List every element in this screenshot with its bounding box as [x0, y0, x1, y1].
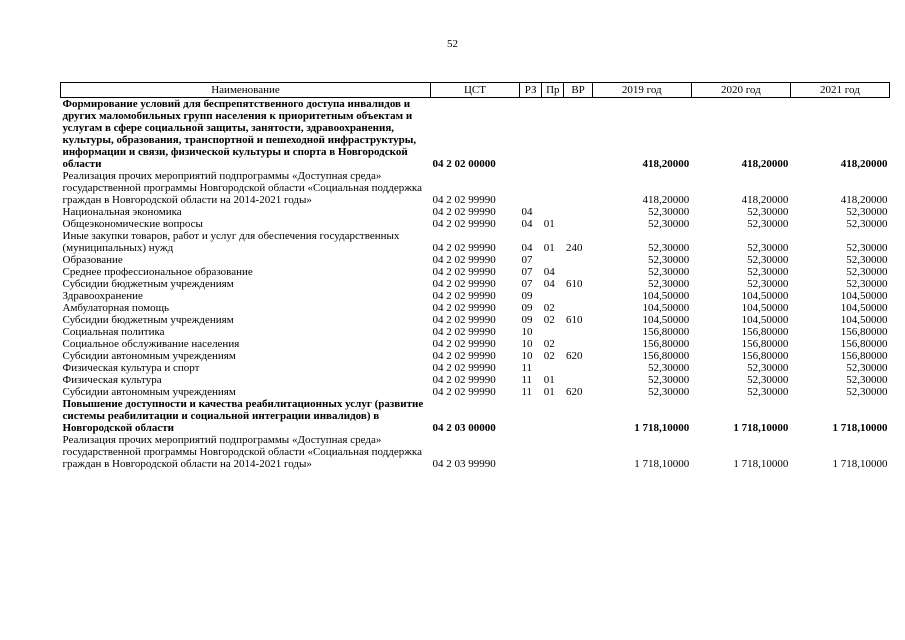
row-pr: 01	[543, 386, 555, 398]
header-rz: РЗ	[519, 83, 541, 98]
page-number: 52	[447, 38, 458, 50]
table-row	[61, 374, 890, 386]
row-value-2019: 52,30000	[648, 266, 690, 278]
row-rz: 10	[521, 338, 533, 350]
header-pr: Пр	[542, 83, 564, 98]
row-value-2019: 104,50000	[642, 302, 690, 314]
row-pr	[542, 206, 564, 218]
row-cst: 04 2 03 00000	[432, 422, 496, 434]
row-name: Национальная экономика	[62, 206, 182, 218]
row-value-2021: 156,80000	[840, 338, 888, 350]
row-cst: 04 2 02 99990	[432, 242, 496, 254]
row-value-2020: 104,50000	[741, 290, 789, 302]
table-row	[61, 254, 890, 266]
row-pr	[542, 170, 564, 206]
row-vr	[564, 338, 592, 350]
row-name: Физическая культура	[62, 374, 162, 386]
table-row	[61, 434, 890, 470]
row-rz: 04	[521, 206, 533, 218]
row-pr	[542, 254, 564, 266]
row-rz: 07	[521, 266, 533, 278]
row-name: Амбулаторная помощь	[62, 302, 170, 314]
row-value-2021: 52,30000	[846, 254, 888, 266]
row-value-2021: 1 718,10000	[832, 458, 888, 470]
row-pr: 01	[543, 374, 555, 386]
row-pr: 02	[543, 314, 555, 326]
table-row	[61, 170, 890, 206]
header-name: Наименование	[61, 83, 431, 98]
row-value-2021: 418,20000	[840, 158, 888, 170]
budget-table	[60, 82, 890, 470]
table-row	[61, 290, 890, 302]
row-value-2021: 52,30000	[846, 362, 888, 374]
row-name: Иные закупки товаров, работ и услуг для обеспечения государственных (муниципальных) нужд	[62, 230, 400, 254]
header-2020: 2020 год	[691, 83, 790, 98]
header-2021: 2021 год	[790, 83, 889, 98]
table-row	[61, 362, 890, 374]
header-cst: ЦСТ	[431, 83, 520, 98]
row-cst: 04 2 02 99990	[432, 338, 496, 350]
table-row	[61, 206, 890, 218]
row-cst: 04 2 02 99990	[432, 206, 496, 218]
row-pr: 04	[543, 278, 555, 290]
row-cst: 04 2 02 99990	[432, 302, 496, 314]
row-value-2020: 104,50000	[741, 314, 789, 326]
row-vr	[564, 326, 592, 338]
row-pr	[542, 398, 564, 434]
row-value-2021: 104,50000	[840, 314, 888, 326]
row-value-2020: 52,30000	[747, 218, 789, 230]
row-vr: 620	[565, 350, 583, 362]
table-row	[61, 266, 890, 278]
row-value-2019: 104,50000	[642, 314, 690, 326]
row-vr	[564, 254, 592, 266]
row-rz: 10	[521, 350, 533, 362]
row-value-2021: 1 718,10000	[832, 422, 888, 434]
row-cst: 04 2 02 00000	[432, 158, 496, 170]
table-header-row	[61, 83, 890, 98]
header-2019: 2019 год	[592, 83, 691, 98]
table-row	[61, 350, 890, 362]
row-rz: 09	[521, 314, 533, 326]
row-name: Социальная политика	[62, 326, 165, 338]
row-vr: 240	[565, 242, 583, 254]
row-pr: 02	[543, 302, 555, 314]
row-value-2021: 104,50000	[840, 290, 888, 302]
row-name: Физическая культура и спорт	[62, 362, 200, 374]
table-row	[61, 314, 890, 326]
row-pr	[542, 362, 564, 374]
row-value-2021: 52,30000	[846, 242, 888, 254]
row-value-2019: 52,30000	[648, 362, 690, 374]
row-rz: 04	[521, 242, 533, 254]
row-value-2019: 52,30000	[648, 242, 690, 254]
row-value-2020: 1 718,10000	[733, 422, 789, 434]
row-vr	[564, 398, 592, 434]
row-value-2019: 156,80000	[642, 338, 690, 350]
row-value-2019: 52,30000	[648, 278, 690, 290]
row-name: Среднее профессиональное образование	[62, 266, 253, 278]
row-cst: 04 2 02 99990	[432, 290, 496, 302]
row-value-2020: 52,30000	[747, 206, 789, 218]
row-pr: 02	[543, 350, 555, 362]
row-value-2019: 52,30000	[648, 386, 690, 398]
row-cst: 04 2 02 99990	[432, 194, 496, 206]
row-rz: 07	[521, 278, 533, 290]
row-vr	[564, 98, 592, 171]
row-value-2020: 52,30000	[747, 266, 789, 278]
row-value-2019: 52,30000	[648, 218, 690, 230]
row-vr	[564, 302, 592, 314]
row-name: Субсидии бюджетным учреждениям	[62, 314, 234, 326]
row-rz	[519, 434, 541, 470]
row-value-2020: 156,80000	[741, 326, 789, 338]
row-value-2019: 156,80000	[642, 350, 690, 362]
row-value-2019: 418,20000	[642, 158, 690, 170]
row-vr	[564, 434, 592, 470]
row-vr	[564, 266, 592, 278]
row-value-2020: 52,30000	[747, 242, 789, 254]
row-vr	[564, 206, 592, 218]
row-value-2021: 104,50000	[840, 302, 888, 314]
row-pr: 02	[543, 338, 555, 350]
row-pr	[542, 326, 564, 338]
row-vr: 620	[565, 386, 583, 398]
row-cst: 04 2 02 99990	[432, 374, 496, 386]
row-value-2021: 156,80000	[840, 326, 888, 338]
row-value-2019: 52,30000	[648, 254, 690, 266]
row-value-2021: 52,30000	[846, 278, 888, 290]
table-row	[61, 278, 890, 290]
row-pr: 01	[543, 218, 555, 230]
row-value-2020: 1 718,10000	[733, 458, 789, 470]
row-rz	[519, 170, 541, 206]
row-cst: 04 2 02 99990	[432, 386, 496, 398]
row-value-2021: 156,80000	[840, 350, 888, 362]
row-rz: 04	[521, 218, 533, 230]
row-cst: 04 2 02 99990	[432, 326, 496, 338]
row-value-2019: 52,30000	[648, 206, 690, 218]
table-row	[61, 302, 890, 314]
row-vr	[564, 170, 592, 206]
row-cst: 04 2 02 99990	[432, 314, 496, 326]
row-vr	[564, 362, 592, 374]
row-value-2021: 52,30000	[846, 218, 888, 230]
row-value-2019: 156,80000	[642, 326, 690, 338]
row-value-2020: 156,80000	[741, 350, 789, 362]
row-value-2020: 52,30000	[747, 386, 789, 398]
row-pr: 01	[543, 242, 555, 254]
row-vr: 610	[565, 278, 583, 290]
table-row	[61, 338, 890, 350]
row-value-2021: 52,30000	[846, 206, 888, 218]
row-cst: 04 2 02 99990	[432, 350, 496, 362]
row-value-2020: 52,30000	[747, 362, 789, 374]
row-rz	[519, 98, 541, 171]
row-rz: 11	[521, 386, 533, 398]
row-vr	[564, 374, 592, 386]
row-value-2020: 52,30000	[747, 278, 789, 290]
row-cst: 04 2 03 99990	[432, 458, 496, 470]
row-name: Субсидии бюджетным учреждениям	[62, 278, 234, 290]
row-value-2021: 52,30000	[846, 386, 888, 398]
table-row	[61, 398, 890, 434]
row-value-2021: 52,30000	[846, 266, 888, 278]
row-vr	[564, 218, 592, 230]
row-name: Образование	[62, 254, 123, 266]
table-row	[61, 218, 890, 230]
row-cst: 04 2 02 99990	[432, 278, 496, 290]
row-name: Субсидии автономным учреждениям	[62, 386, 236, 398]
row-pr	[542, 434, 564, 470]
row-vr	[564, 290, 592, 302]
row-rz: 11	[521, 374, 533, 386]
row-name: Формирование условий для беспрепятственного доступа инвалидов и других маломобильных групп населения к приоритетным объектам и услугам в сфере социальной защиты, занятости, здравоохранения, культуры, образования, транспортной и пешеходной инфраструктуры, информации и связи, физической культуры и спорта в Новгородской области	[62, 98, 417, 170]
row-name: Общеэкономические вопросы	[62, 218, 203, 230]
row-rz	[519, 398, 541, 434]
row-rz: 11	[521, 362, 533, 374]
header-vr: ВР	[564, 83, 592, 98]
row-value-2020: 418,20000	[741, 158, 789, 170]
table-row	[61, 230, 890, 254]
row-vr: 610	[565, 314, 583, 326]
row-value-2020: 104,50000	[741, 302, 789, 314]
row-pr	[542, 98, 564, 171]
row-cst: 04 2 02 99990	[432, 362, 496, 374]
row-value-2020: 52,30000	[747, 374, 789, 386]
row-cst: 04 2 02 99990	[432, 218, 496, 230]
row-name: Социальное обслуживание населения	[62, 338, 240, 350]
table-row	[61, 386, 890, 398]
row-rz: 07	[521, 254, 533, 266]
row-value-2019: 1 718,10000	[634, 422, 690, 434]
row-value-2021: 418,20000	[840, 194, 888, 206]
row-value-2019: 104,50000	[642, 290, 690, 302]
table-row	[61, 98, 890, 171]
row-value-2020: 156,80000	[741, 338, 789, 350]
row-value-2021: 52,30000	[846, 374, 888, 386]
row-name: Повышение доступности и качества реабилитационных услуг (развитие системы реабилитации и социальной интеграции инвалидов) в Новгородской области	[62, 398, 424, 434]
row-value-2019: 418,20000	[642, 194, 690, 206]
table-row	[61, 326, 890, 338]
row-value-2019: 1 718,10000	[634, 458, 690, 470]
row-value-2020: 52,30000	[747, 254, 789, 266]
row-name: Здравоохранение	[62, 290, 143, 302]
row-cst: 04 2 02 99990	[432, 254, 496, 266]
row-value-2020: 418,20000	[741, 194, 789, 206]
row-rz: 09	[521, 290, 533, 302]
row-value-2019: 52,30000	[648, 374, 690, 386]
row-name: Реализация прочих мероприятий подпрограммы «Доступная среда» государственной программы Новгородской области «Социальная поддержка граждан в Новгородской области на 2014-2021 годы»	[62, 170, 422, 206]
row-pr	[542, 290, 564, 302]
row-rz: 10	[521, 326, 533, 338]
row-pr: 04	[543, 266, 555, 278]
row-cst: 04 2 02 99990	[432, 266, 496, 278]
row-name: Реализация прочих мероприятий подпрограммы «Доступная среда» государственной программы Новгородской области «Социальная поддержка граждан в Новгородской области на 2014-2021 годы»	[62, 434, 422, 470]
row-rz: 09	[521, 302, 533, 314]
row-name: Субсидии автономным учреждениям	[62, 350, 236, 362]
